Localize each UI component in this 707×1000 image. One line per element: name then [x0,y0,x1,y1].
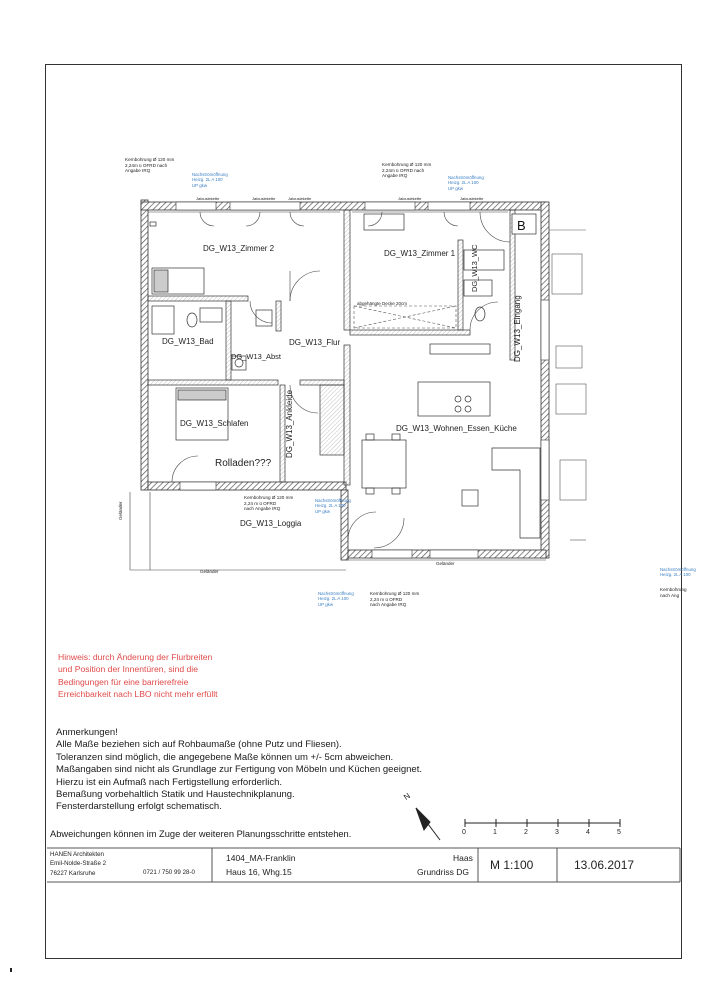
room-label-zimmer1: DG_W13_Zimmer 1 [384,249,456,258]
room-label-zimmer2: DG_W13_Zimmer 2 [203,244,275,253]
room-label-eingang: DG_W13_Eingang [513,295,522,362]
project-name: 1404_MA-Franklin [226,853,296,863]
plan-title: Grundriss DG [417,867,469,877]
jalousie-label: Jalousiekette [196,196,220,201]
scale-tick-label: 3 [555,829,559,836]
scale-bar [465,819,620,827]
scale-tick-label: 4 [586,829,590,836]
kernbohrung-note: Kernbohrung nach Ang [660,587,687,598]
room-label-schlafen: DG_W13_Schlafen [180,419,249,428]
unit-name: Haus 16, Whg.15 [226,867,292,877]
nachstroem-note: Nachströmöffnung Heizg. 2L A 100 UP gkw [318,591,354,607]
room-label-bad: DG_W13_Bad [162,337,214,346]
deviation-note: Abweichungen können im Zuge der weiteren Planungsschritte entstehen. [50,829,352,839]
nachstroem-note: Nachströmöffnung Heizg. 2L A 100 UP gkw [315,498,351,514]
rolladen-note: Rolladen??? [215,458,272,469]
plan-date: 13.06.2017 [574,858,635,872]
scale-tick-label: 1 [493,829,497,836]
nachstroem-note: Nachströmöffnung Heizg. 2L A 100 [660,567,696,578]
jalousie-label: Jalousiekette [460,196,484,201]
office-info: HANEN Architekten Emil-Nolde-Straße 2 76227 Karlsruhe [50,851,107,877]
gelaender-label: Geländer [200,569,219,574]
barrier-free-warning: Hinweis: durch Änderung der Flurbreiten und Position der Innentüren, sind die Bedingungen für eine barrierefreie Erreichbarkeit nach LBO nicht mehr erfüllt [58,652,218,699]
scale-tick-label: 5 [617,829,621,836]
client-name: Haas [453,853,473,863]
room-label-wohnen: DG_W13_Wohnen_Essen_Küche [396,424,517,433]
dashed-ceiling [354,306,456,328]
plan-scale: M 1:100 [490,858,534,872]
north-label: N [401,791,412,802]
nachstroem-note: Nachströmöffnung Heizg. 2L A 100 UP gkw [192,172,228,188]
room-label-ankleide: DG_W13_Ankleide [285,389,294,458]
gelaender-label: Geländer [436,561,455,566]
jalousie-label: Jalousiekette [252,196,276,201]
kernbohrung-note: Kernbohrung Ø 120 mm 2,24 m ü OFRD nach Angabe IRQ [244,495,294,512]
room-label-flur: DG_W13_Flur [289,338,341,347]
kernbohrung-note: Kernbohrung Ø 120 mm 2,24m ü OFRD nach Angabe IRQ [382,162,432,179]
scale-tick-label: 0 [462,829,466,836]
office-phone: 0721 / 750 99 28-0 [143,869,195,876]
scale-tick-label: 2 [524,829,528,836]
jalousie-label: Jalousiekette [398,196,422,201]
kernbohrung-note: Kernbohrung Ø 120 mm 2,24 m ü OFRD nach Angabe IRQ [370,591,420,608]
ceiling-note: abgehängte Decke 20cm [357,301,408,306]
room-label-loggia: DG_W13_Loggia [240,519,302,528]
remarks-block: Anmerkungen! Alle Maße beziehen sich auf Rohbaumaße (ohne Putz und Fliesen). Toleranzen sind möglich, die angegebene Maße können um +/- 5cm abweichen. Maßangaben sind nicht als Grundlage zur Fertigung von Möbeln und Küchen geeignet. Hierzu ist ein Aufmaß nach Fertigstellung erforderlich. Bemaßung vorbehaltlich Statik und Haustechnikplanung. Fensterdarstellung erfolgt schematisch. [56,727,422,813]
room-label-wc: DG_W13_WC [470,244,479,292]
margin-mark [10,968,12,972]
jalousie-label: Jalousiekette [288,196,312,201]
nachstroem-note: Nachströmöffnung Heizg. 2L A 100 UP gkw [448,175,484,191]
room-label-abst: DG_W13_Abst [231,352,282,361]
kernbohrung-note: Kernbohrung Ø 120 mm 2,24m ü OFRD nach Angabe IRQ [125,157,175,174]
gelaender-label: Geländer [118,501,123,520]
neighbour-unit [549,230,586,540]
b-marker: B [517,218,526,233]
